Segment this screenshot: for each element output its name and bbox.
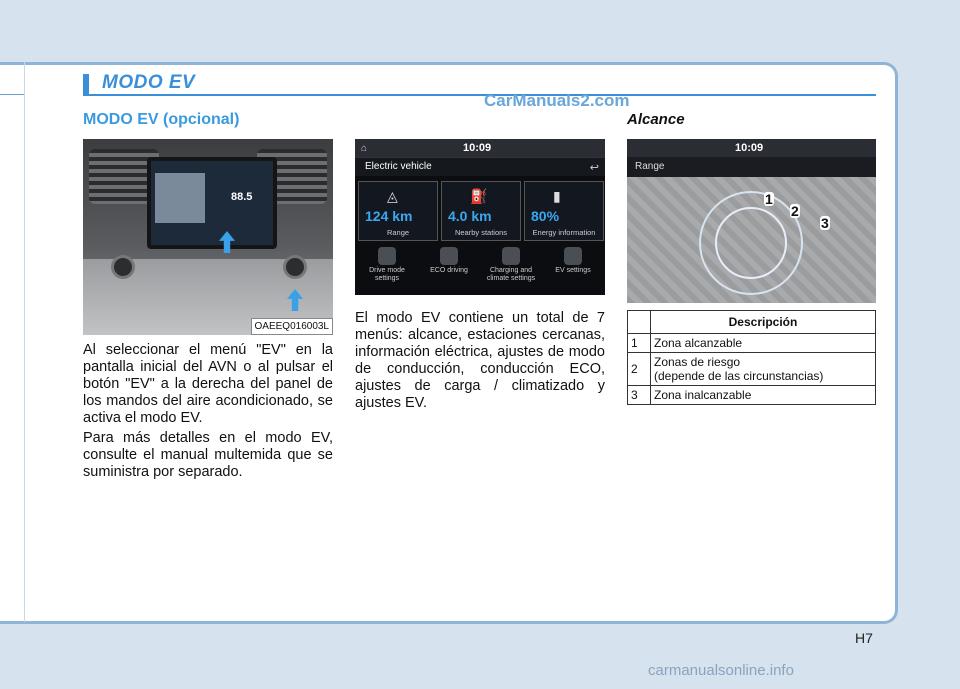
- status-bar: [355, 139, 605, 157]
- row-number: 3: [628, 386, 651, 405]
- gauge-icon: ◬: [387, 188, 398, 204]
- title-bar: [355, 157, 605, 176]
- row-text-line: Zonas de riesgo: [654, 355, 741, 369]
- clock: 10:09: [463, 142, 492, 154]
- tile-energy-information[interactable]: [524, 181, 604, 241]
- drive-mode-icon: [378, 247, 396, 265]
- tile-label: Range: [386, 228, 410, 237]
- screen-title: Electric vehicle: [365, 161, 432, 172]
- range-title: Alcance: [627, 111, 685, 128]
- image-code: OAEEQ016003L: [251, 318, 334, 335]
- charger-icon: ⛽: [470, 188, 488, 204]
- button-label: Charging and climate settings: [486, 267, 536, 282]
- nav-map: [155, 173, 205, 223]
- tile-label: Nearby stations: [454, 228, 508, 237]
- page-number: H7: [855, 630, 873, 646]
- ev-screen: [355, 139, 605, 295]
- row-text: Zona inalcanzable: [651, 386, 876, 405]
- row-text-line: (depende de las circunstancias): [654, 369, 824, 383]
- table-row: [628, 334, 876, 353]
- avn-screen: [147, 157, 277, 249]
- marker-3: 3: [821, 215, 829, 231]
- tile-nearby-stations[interactable]: [441, 181, 521, 241]
- tile-value: 80%: [531, 208, 560, 224]
- button-label: ECO driving: [430, 267, 468, 274]
- range-table: [627, 310, 876, 405]
- header-line: [0, 94, 24, 95]
- range-circle-inner: [715, 207, 787, 279]
- footer-watermark: carmanualsonline.info: [648, 662, 794, 679]
- clock: 10:09: [735, 142, 764, 154]
- section-title: MODO EV: [102, 72, 196, 93]
- title-bar: [627, 157, 876, 177]
- table-row: [628, 353, 876, 386]
- row-number: 2: [628, 353, 651, 386]
- paragraph-details: Para más detalles en el modo EV, consulte el manual multemida que se suministra por separado.: [83, 430, 333, 480]
- eco-icon: [440, 247, 458, 265]
- range-screen: [627, 139, 876, 303]
- button-label: Drive mode settings: [369, 267, 405, 282]
- tile-label: Energy information: [532, 228, 596, 237]
- screen-title: Range: [635, 161, 665, 172]
- tile-range[interactable]: [358, 181, 438, 241]
- row-number: 1: [628, 334, 651, 353]
- button-label: EV settings: [555, 267, 591, 274]
- marker-2: 2: [791, 203, 799, 219]
- left-knob: [111, 255, 135, 279]
- range-map: [627, 177, 876, 303]
- home-icon[interactable]: ⌂: [361, 143, 368, 154]
- charging-icon: [502, 247, 520, 265]
- drive-mode-button[interactable]: [357, 247, 417, 283]
- row-text: [651, 353, 876, 386]
- subsection-title: MODO EV (opcional): [83, 111, 240, 128]
- section-rule: [83, 94, 876, 96]
- screen-value: 88.5: [231, 191, 253, 203]
- battery-icon: ▮: [553, 188, 561, 204]
- margin-line: [24, 62, 25, 622]
- paragraph-menus: El modo EV contiene un total de 7 menús: alcance, estaciones cercanas, información eléctrica, ajustes de modo de conducción, conducción ECO, ajustes de carga / climatizado y ajustes EV.: [355, 310, 605, 411]
- right-knob: [283, 255, 307, 279]
- paragraph-intro: Al seleccionar el menú "EV" en la pantalla inicial del AVN o al pulsar el botón "EV" a la derecha del panel de los mandos del aire acondicionado, se activa el modo EV.: [83, 342, 333, 426]
- row-text: Zona alcanzable: [651, 334, 876, 353]
- ev-settings-button[interactable]: [543, 247, 603, 275]
- back-icon[interactable]: ↩: [589, 162, 599, 174]
- status-bar: [627, 139, 876, 157]
- section-marker: [83, 74, 89, 94]
- eco-driving-button[interactable]: [419, 247, 479, 275]
- charging-climate-button[interactable]: [481, 247, 541, 283]
- table-row: [628, 386, 876, 405]
- gear-icon: [564, 247, 582, 265]
- watermark: CarManuals2.com: [484, 91, 630, 110]
- dashboard-photo: [83, 139, 333, 335]
- table-header: Descripción: [651, 311, 876, 334]
- marker-1: 1: [765, 191, 773, 207]
- tile-value: 4.0 km: [448, 208, 492, 224]
- tile-value: 124 km: [365, 208, 413, 224]
